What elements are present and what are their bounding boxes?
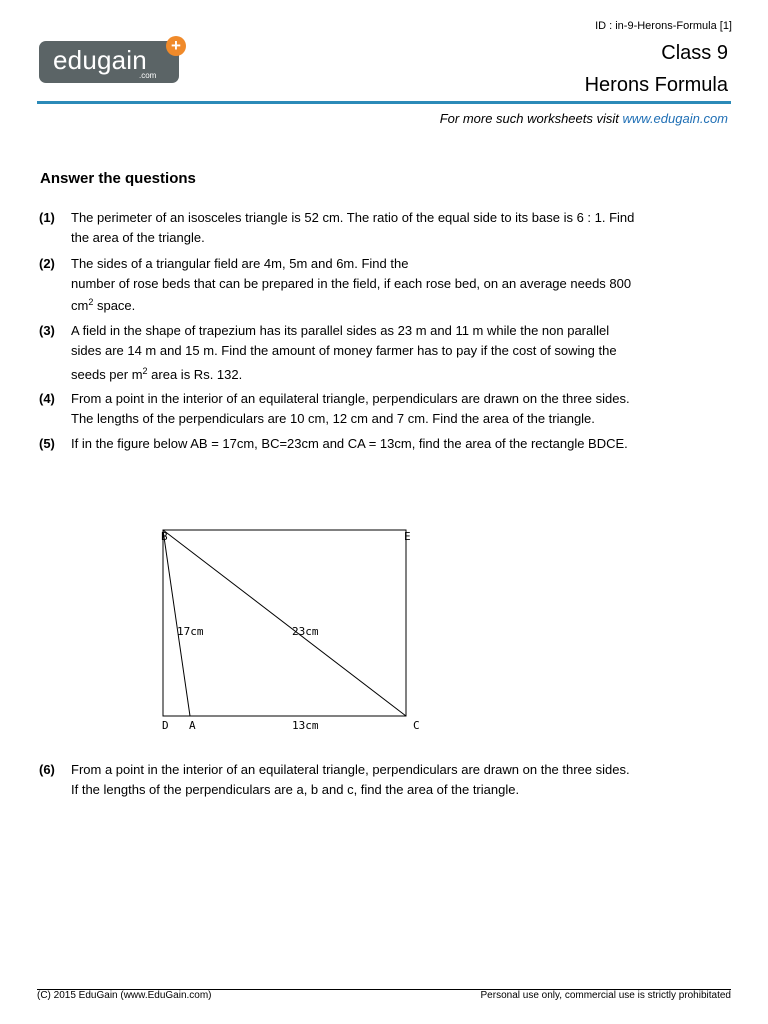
more-worksheets-text: For more such worksheets visit <box>439 111 623 126</box>
question-number: (4) <box>39 391 55 406</box>
class-title: Class 9 <box>661 42 728 64</box>
segment-bc <box>163 530 406 716</box>
superscript: 2 <box>88 297 94 307</box>
footer-copyright: (C) 2015 EduGain (www.EduGain.com) <box>37 990 212 1001</box>
edugain-logo[interactable] <box>39 41 179 83</box>
header-divider <box>37 101 731 104</box>
question-number: (5) <box>39 436 55 451</box>
question-text-line: sides are 14 m and 15 m. Find the amount of money farmer has to pay if the cost of sowing the <box>71 343 617 358</box>
question-number: (6) <box>39 762 55 777</box>
edugain-link[interactable]: www.edugain.com <box>622 111 728 126</box>
length-label-ca: 13cm <box>292 719 319 732</box>
question-text-line: the area of the triangle. <box>71 230 205 245</box>
vertex-label-e: E <box>404 530 411 543</box>
superscript: 2 <box>142 366 148 376</box>
rectangle-triangle-figure <box>150 525 430 735</box>
length-label-ab: 17cm <box>177 625 204 638</box>
logo-text: edugain <box>53 45 147 75</box>
question-text: space. <box>93 298 136 313</box>
topic-title: Herons Formula <box>584 74 728 96</box>
question-number: (1) <box>39 210 55 225</box>
plus-icon: + <box>166 36 186 56</box>
question-number: (3) <box>39 323 55 338</box>
footer-usage-note: Personal use only, commercial use is strictly prohibitated <box>480 990 731 1001</box>
question-2 <box>39 254 699 316</box>
question-text-line: A field in the shape of trapezium has its parallel sides as 23 m and 11 m while the non parallel <box>71 323 610 338</box>
question-text-line: The lengths of the perpendiculars are 10 cm, 12 cm and 7 cm. Find the area of the triangle. <box>71 411 595 426</box>
question-text-line <box>71 296 699 316</box>
question-text: area is Rs. 132. <box>147 367 243 382</box>
question-1 <box>39 208 699 248</box>
question-5 <box>39 434 699 454</box>
question-text-line: If in the figure below AB = 17cm, BC=23cm and CA = 13cm, find the area of the rectangle BDCE. <box>71 436 628 451</box>
question-6 <box>39 760 699 800</box>
document-id: ID : in-9-Herons-Formula [1] <box>595 20 732 32</box>
question-text-line: The perimeter of an isosceles triangle is 52 cm. The ratio of the equal side to its base is 6 : 1. Find <box>71 210 635 225</box>
question-text-line: From a point in the interior of an equilateral triangle, perpendiculars are drawn on the three sides. <box>71 762 630 777</box>
vertex-label-c: C <box>413 719 420 732</box>
question-3 <box>39 321 699 385</box>
segment-ab <box>163 530 190 716</box>
question-number: (2) <box>39 256 55 271</box>
question-text-line: If the lengths of the perpendiculars are a, b and c, find the area of the triangle. <box>71 782 520 797</box>
question-4 <box>39 389 699 429</box>
more-worksheets-line <box>440 111 728 126</box>
vertex-label-b: B <box>161 530 168 543</box>
question-text-line: The sides of a triangular field are 4m, 5m and 6m. Find the <box>71 256 409 271</box>
section-heading: Answer the questions <box>40 170 196 187</box>
logo-domain: .com <box>139 71 157 80</box>
vertex-label-a: A <box>189 719 196 732</box>
question-text-line: number of rose beds that can be prepared in the field, if each rose bed, on an average needs 800 <box>71 276 632 291</box>
question-text: cm <box>71 298 89 313</box>
length-label-bc: 23cm <box>292 625 319 638</box>
vertex-label-d: D <box>162 719 169 732</box>
question-text: seeds per m <box>71 367 143 382</box>
question-text-line <box>71 365 699 385</box>
question-text-line: From a point in the interior of an equilateral triangle, perpendiculars are drawn on the three sides. <box>71 391 630 406</box>
